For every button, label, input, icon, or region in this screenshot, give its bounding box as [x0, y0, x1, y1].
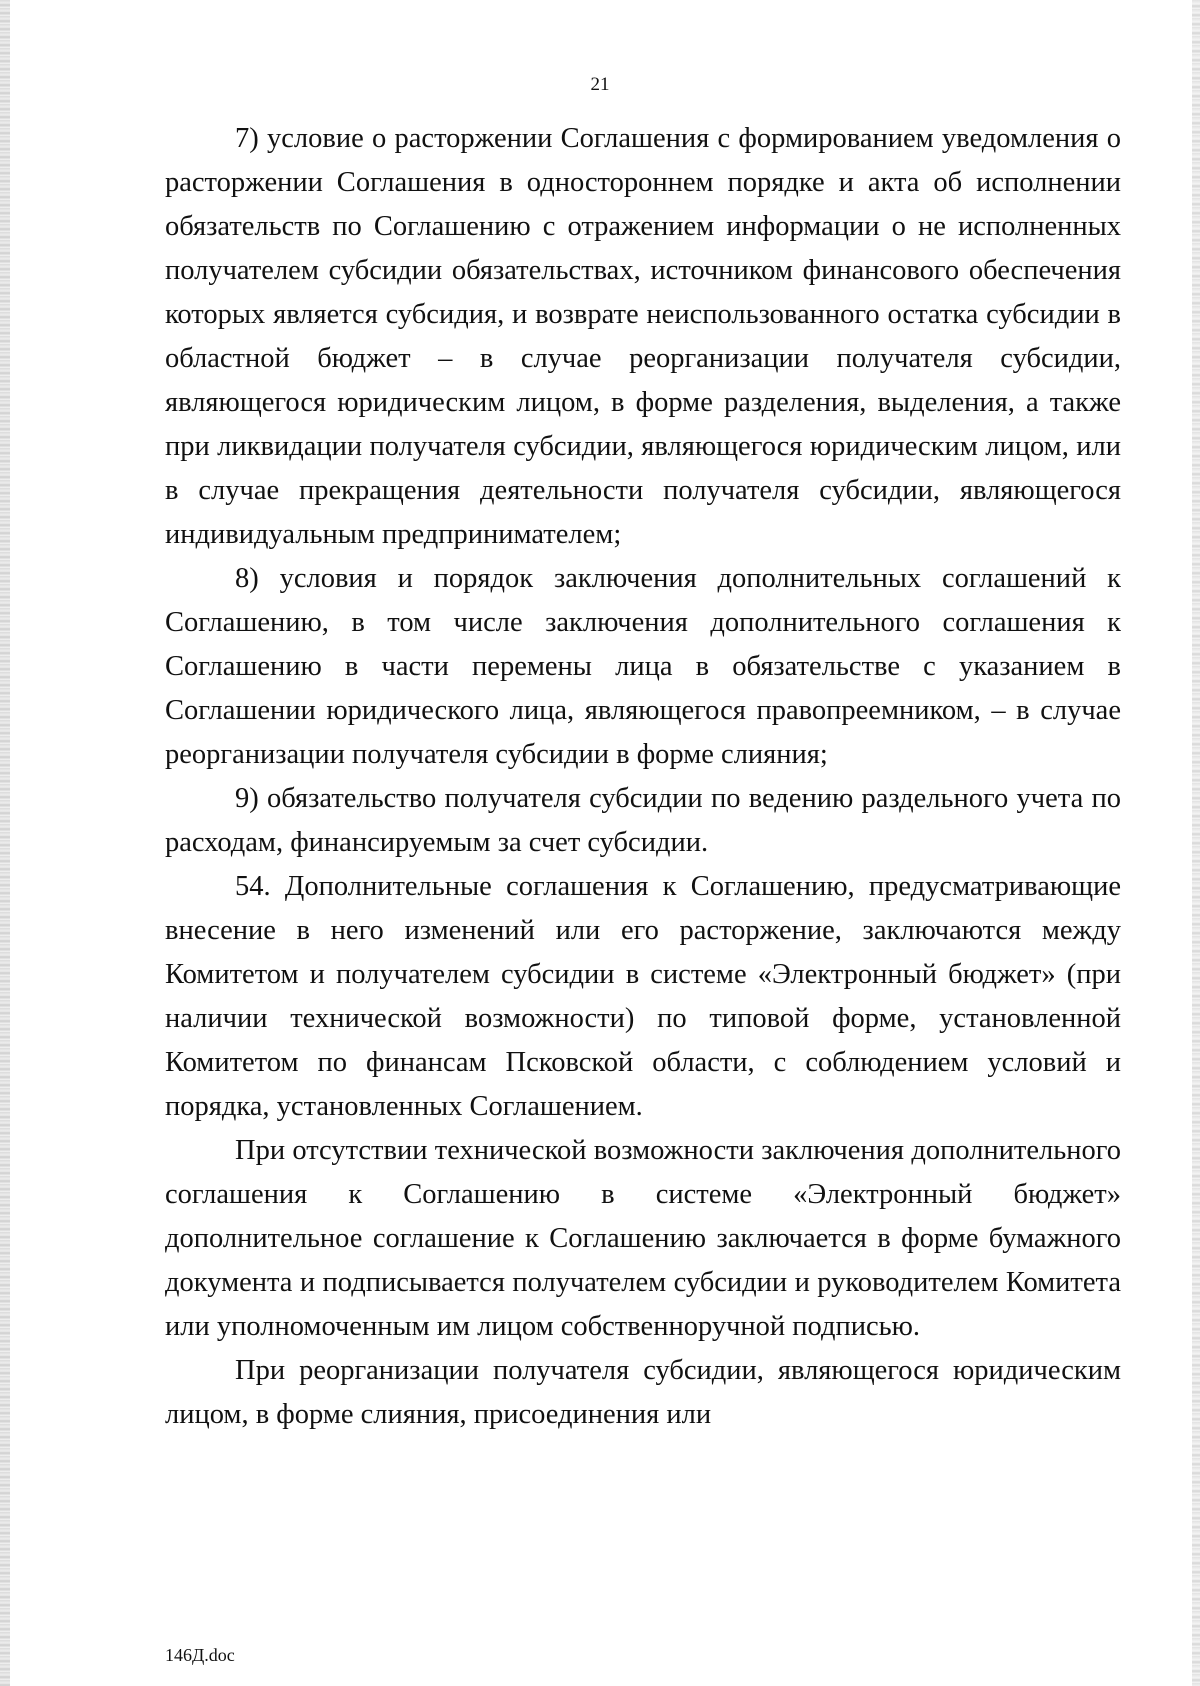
- paragraph-item-7: 7) условие о расторжении Соглашения с формированием уведомления о расторжении Соглашения в одностороннем порядке и акта об исполнении обязательств по Соглашению с отражением информации о не исполненных получателем субсидии обязательствах, источником финансового обеспечения которых является субсидия, и возврате неиспользованного остатка субсидии в областной бюджет – в случае реорганизации получателя субсидии, являющегося юридическим лицом, в форме разделения, выделения, а также при ликвидации получателя субсидии, являющегося юридическим лицом, или в случае прекращения деятельности получателя субсидии, являющегося индивидуальным предпринимателем;: [165, 123, 1121, 550]
- paragraph-clause-54: 54. Дополнительные соглашения к Соглашению, предусматривающие внесение в него изменений или его расторжение, заключаются между Комитетом и получателем субсидии в системе «Электронный бюджет» (при наличии технической возможности) по типовой форме, установленной Комитетом по финансам Псковской области, с соблюдением условий и порядка, установленных Соглашением.: [165, 871, 1121, 1122]
- paragraph-no-technical-possibility: При отсутствии технической возможности заключения дополнительного соглашения к Соглашению в системе «Электронный бюджет» дополнительное соглашение к Соглашению заключается в форме бумажного документа и подписывается получателем субсидии и руководителем Комитета или уполномоченным им лицом собственноручной подписью.: [165, 1135, 1121, 1342]
- paragraph-item-8: 8) условия и порядок заключения дополнительных соглашений к Соглашению, в том числе заключения дополнительного соглашения к Соглашению в части перемены лица в обязательстве с указанием в Соглашении юридического лица, являющегося правопреемником, – в случае реорганизации получателя субсидии в форме слияния;: [165, 563, 1121, 770]
- page-number: 21: [590, 74, 610, 95]
- paragraph-item-9: 9) обязательство получателя субсидии по ведению раздельного учета по расходам, финансируемым за счет субсидии.: [165, 783, 1121, 858]
- scan-edge-right: [1192, 0, 1200, 1686]
- paragraph-reorganization: При реорганизации получателя субсидии, являющегося юридическим лицом, в форме слияния, присоединения или: [165, 1355, 1121, 1430]
- footer-filename: 146Д.doc: [165, 1645, 235, 1665]
- document-body: [165, 117, 1121, 1437]
- scan-edge-left: [0, 0, 10, 1686]
